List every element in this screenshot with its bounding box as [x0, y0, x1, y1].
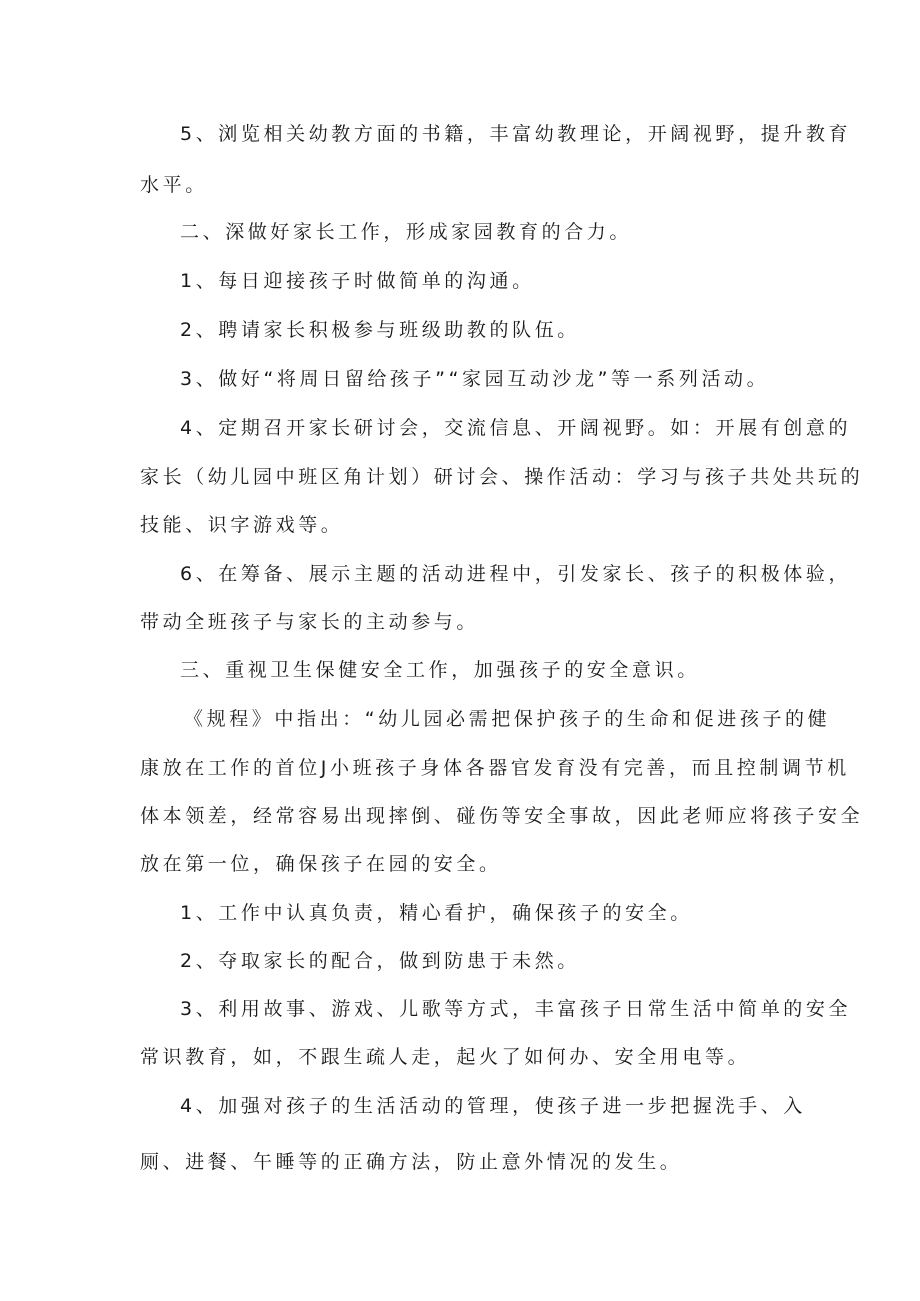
list-item-3-activities: 3、做好“将周日留给孩子”“家园互动沙龙”等一系列活动。 [180, 368, 770, 390]
regulations-quote-line-2: 康放在工作的首位J小班孩子身体各器官发育没有完善，而且控制调节机 [140, 757, 850, 779]
safety-item-3-education-line-2: 常识教育，如，不跟生疏人走，起火了如何办、安全用电等。 [140, 1046, 751, 1068]
regulations-quote-line-4: 放在第一位，确保孩子在园的安全。 [140, 853, 502, 875]
list-item-6-theme-activity-line-2: 带动全班孩子与家长的主动参与。 [140, 611, 480, 633]
list-item-2-parent-assistants: 2、聘请家长积极参与班级助教的队伍。 [180, 319, 580, 341]
safety-item-4-life-activities-line-1: 4、加强对孩子的生活活动的管理，使孩子进一步把握洗手、入 [180, 1095, 806, 1117]
safety-item-2-parent-cooperation: 2、夺取家长的配合，做到防患于未然。 [180, 950, 580, 972]
list-item-4-parent-seminar-line-3: 技能、识字游戏等。 [140, 514, 344, 536]
regulations-quote-line-1: 《规程》中指出：“幼儿园必需把保护孩子的生命和促进孩子的健 [184, 708, 831, 730]
list-item-6-theme-activity-line-1: 6、在筹备、展示主题的活动进程中，引发家长、孩子的积极体验， [180, 563, 852, 585]
regulations-quote-line-3: 体本领差，经常容易出现摔倒、碰伤等安全事故，因此老师应将孩子安全 [140, 805, 864, 827]
safety-item-4-life-activities-line-2: 厕、进餐、午睡等的正确方法，防止意外情况的发生。 [140, 1151, 683, 1173]
section-heading-safety: 三、重视卫生保健安全工作，加强孩子的安全意识。 [180, 659, 700, 681]
safety-item-3-education-line-1: 3、利用故事、游戏、儿歌等方式，丰富孩子日常生活中简单的安全 [180, 998, 852, 1020]
list-item-1-daily-communication: 1、每日迎接孩子时做简单的沟通。 [180, 270, 535, 292]
list-item-4-parent-seminar-line-2: 家长（幼儿园中班区角计划）研讨会、操作活动：学习与孩子共处共玩的 [140, 466, 864, 488]
section-heading-parent-work: 二、深做好家长工作，形成家园教育的合力。 [180, 221, 633, 243]
paragraph-5-browse-books-line-1: 5、浏览相关幼教方面的书籍，丰富幼教理论，开阔视野，提升教育 [180, 123, 852, 145]
list-item-4-parent-seminar-line-1: 4、定期召开家长研讨会，交流信息、开阔视野。如：开展有创意的 [180, 417, 852, 439]
paragraph-5-browse-books-line-2: 水平。 [140, 174, 208, 196]
safety-item-1-care: 1、工作中认真负责，精心看护，确保孩子的安全。 [180, 902, 693, 924]
